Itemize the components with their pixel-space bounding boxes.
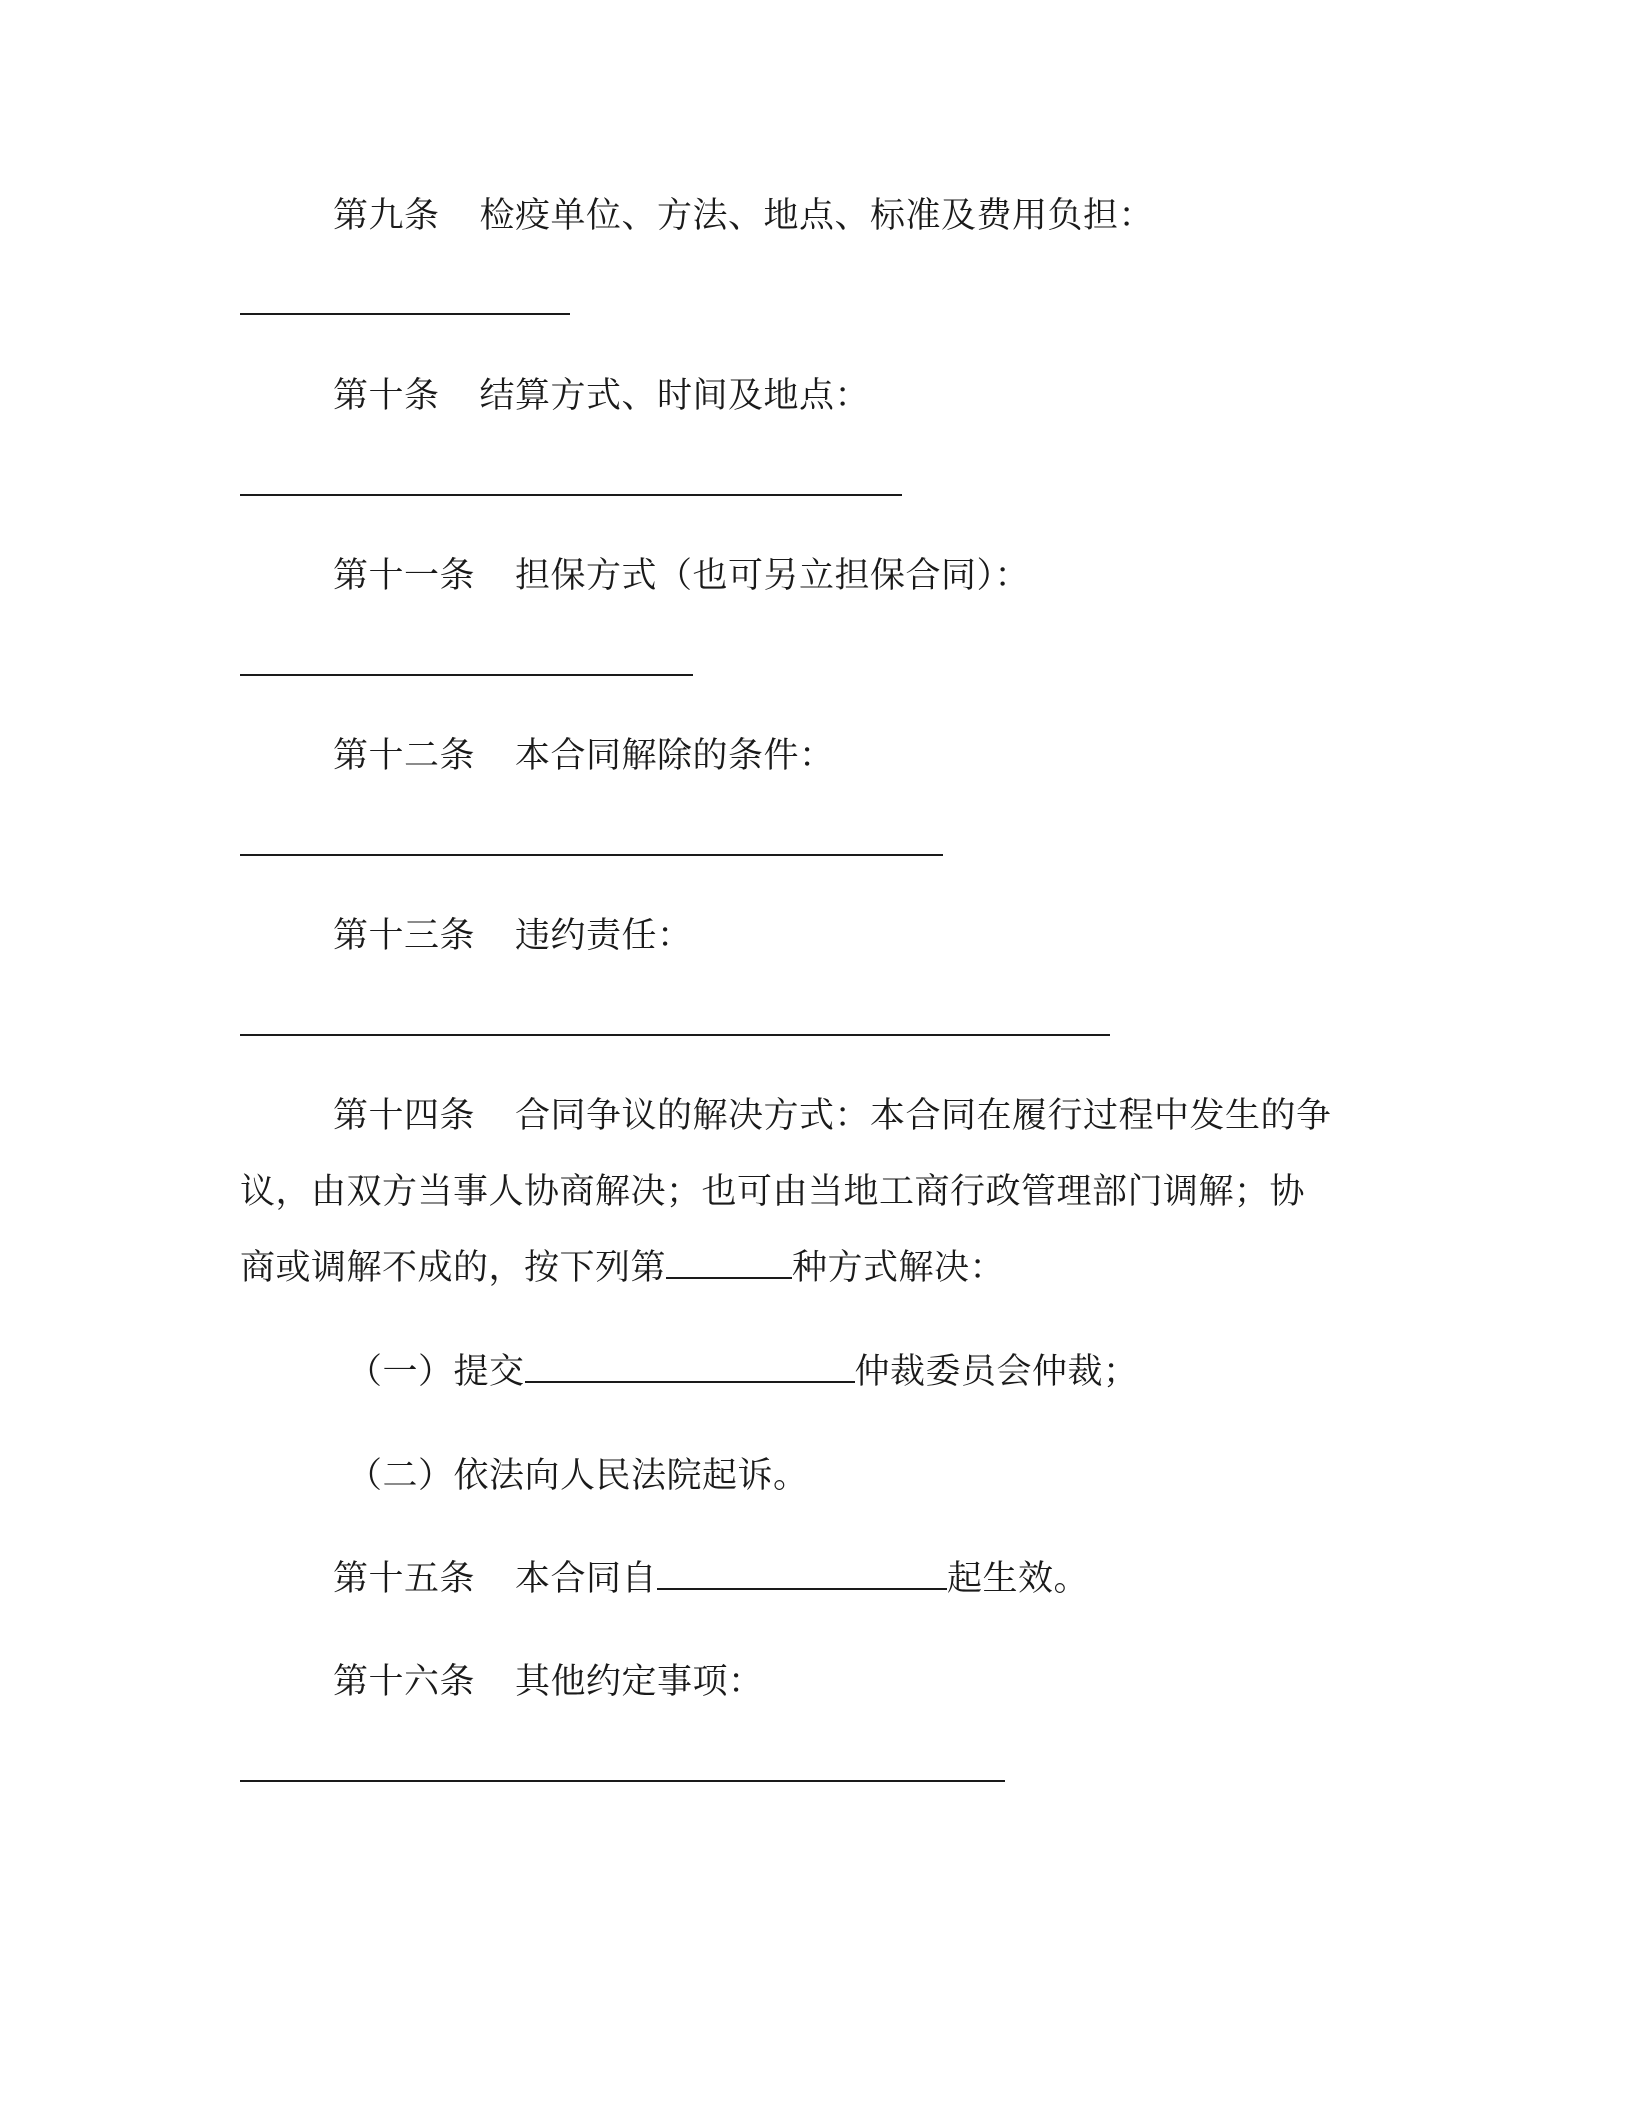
article-11-blank[interactable] — [240, 674, 693, 676]
article-16-blank[interactable] — [240, 1780, 1005, 1782]
article-10-blank[interactable] — [240, 494, 902, 496]
article-14-option-2 — [347, 1454, 809, 1498]
arbitration-committee-blank[interactable] — [525, 1351, 855, 1383]
article-16-number: 第十六条 — [333, 1662, 476, 1702]
article-14-line-3 — [240, 1246, 1005, 1290]
article-13-number: 第十三条 — [333, 916, 476, 956]
article-15 — [333, 1557, 1089, 1601]
article-16-text: 其他约定事项： — [515, 1662, 764, 1702]
article-16 — [333, 1660, 764, 1704]
article-13-text: 违约责任： — [515, 916, 693, 956]
effective-date-blank[interactable] — [657, 1558, 947, 1590]
article-9-blank[interactable] — [240, 313, 570, 315]
article-14-line-1 — [333, 1094, 1332, 1138]
article-14-text-3b: 种方式解决： — [792, 1248, 1006, 1288]
article-9-number: 第九条 — [333, 196, 440, 236]
article-13 — [333, 914, 693, 958]
article-14-method-blank[interactable] — [666, 1247, 792, 1279]
article-14-number: 第十四条 — [333, 1096, 476, 1136]
article-12-blank[interactable] — [240, 854, 943, 856]
article-9-text: 检疫单位、方法、地点、标准及费用负担： — [479, 196, 1155, 236]
article-14-option-1 — [347, 1350, 1139, 1394]
article-11 — [333, 554, 1030, 598]
option-1-text-a: （一）提交 — [347, 1352, 525, 1392]
article-12-text: 本合同解除的条件： — [515, 736, 835, 776]
article-10 — [333, 374, 870, 418]
option-2-text: （二）依法向人民法院起诉。 — [347, 1456, 809, 1496]
article-9 — [333, 194, 1154, 238]
article-13-blank[interactable] — [240, 1034, 1110, 1036]
article-14-line-2 — [240, 1170, 1305, 1214]
article-14-text-1: 合同争议的解决方式：本合同在履行过程中发生的争 — [515, 1096, 1332, 1136]
article-14-text-2: 议，由双方当事人协商解决；也可由当地工商行政管理部门调解；协 — [240, 1172, 1306, 1212]
article-15-text-a: 本合同自 — [515, 1559, 658, 1599]
article-12-number: 第十二条 — [333, 736, 476, 776]
option-1-text-b: 仲裁委员会仲裁； — [854, 1352, 1139, 1392]
article-14-text-3a: 商或调解不成的，按下列第 — [240, 1248, 667, 1288]
article-15-text-b: 起生效。 — [947, 1559, 1090, 1599]
article-11-number: 第十一条 — [333, 556, 476, 596]
article-12 — [333, 734, 835, 778]
article-11-text: 担保方式（也可另立担保合同）： — [515, 556, 1031, 596]
article-10-number: 第十条 — [333, 376, 440, 416]
article-15-number: 第十五条 — [333, 1559, 476, 1599]
article-10-text: 结算方式、时间及地点： — [479, 376, 871, 416]
